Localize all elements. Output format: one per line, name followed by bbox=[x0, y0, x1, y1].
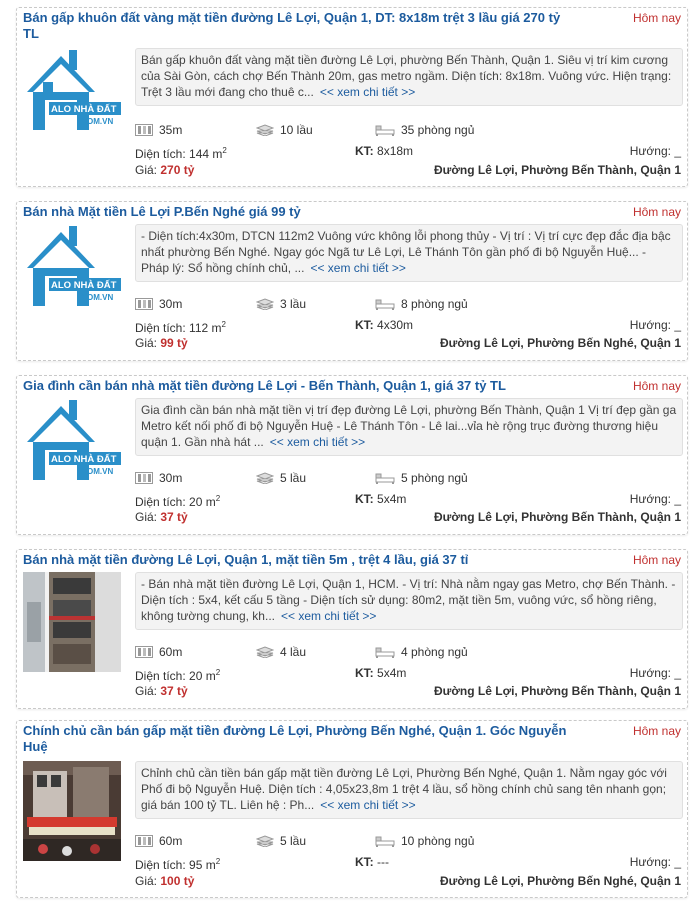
area: Diện tích: 95 $m^2$ bbox=[135, 857, 221, 872]
street-photo-icon bbox=[23, 761, 121, 861]
direction: Hướng: _ bbox=[629, 492, 681, 506]
bedrooms: 5 phòng ngủ bbox=[375, 471, 468, 485]
listing-description: Gia đình cần bán nhà mặt tiền vị trí đẹp đường Lê Lợi, phường Bến Thành, Quận 1 Vị trí đẹp gần ga Metro kết nối phố đi bộ Nguyễn Huệ - Lê Thánh Tôn - Lê lai...vỉa hè rộng trục đường thương hiệu quận 1. Gần nhà hát ... << xem chi tiết >> bbox=[135, 398, 683, 456]
address: Đường Lê Lợi, Phường Bến Nghé, Quận 1 bbox=[440, 336, 681, 350]
view-details-link[interactable]: << xem chi tiết >> bbox=[310, 261, 406, 275]
listing-card bbox=[16, 201, 688, 361]
area: Diện tích: 20 $m^2$ bbox=[135, 668, 221, 683]
alo-nha-dat-logo-icon bbox=[23, 398, 121, 498]
svg-text:.COM.VN: .COM.VN bbox=[79, 467, 114, 476]
listing-photo[interactable] bbox=[23, 761, 121, 861]
road-width-icon bbox=[135, 835, 153, 847]
dimensions: KT: 5x4m bbox=[355, 492, 407, 506]
price: Giá: 100 tỷ bbox=[135, 874, 195, 888]
bed-icon bbox=[375, 124, 395, 136]
direction: Hướng: _ bbox=[629, 318, 681, 332]
address: Đường Lê Lợi, Phường Bến Thành, Quận 1 bbox=[434, 163, 681, 177]
listing-title[interactable]: Bán nhà Mặt tiền Lê Lợi P.Bến Nghé giá 99 tỷ bbox=[23, 204, 301, 219]
road-width: 30m bbox=[135, 471, 182, 485]
listing-card bbox=[16, 720, 688, 898]
address: Đường Lê Lợi, Phường Bến Nghé, Quận 1 bbox=[440, 874, 681, 888]
alo-nha-dat-logo-icon bbox=[23, 48, 121, 148]
road-width: 30m bbox=[135, 297, 182, 311]
svg-text:ALO NHÀ ĐẤT: ALO NHÀ ĐẤT bbox=[51, 280, 117, 291]
svg-text:ALO NHÀ ĐẤT: ALO NHÀ ĐẤT bbox=[51, 104, 117, 115]
listing-title[interactable]: Bán nhà mặt tiền đường Lê Lợi, Quận 1, mặt tiền 5m , trệt 4 lầu, giá 37 tỉ bbox=[23, 552, 469, 567]
floors-icon bbox=[256, 472, 274, 484]
listing-date: Hôm nay bbox=[632, 205, 681, 219]
direction: Hướng: _ bbox=[629, 666, 681, 680]
bedrooms: 4 phòng ngủ bbox=[375, 645, 468, 659]
road-width-icon bbox=[135, 298, 153, 310]
listing-card bbox=[16, 7, 688, 187]
listing-card bbox=[16, 375, 688, 535]
area: Diện tích: 20 $m^2$ bbox=[135, 494, 221, 509]
floors-icon bbox=[256, 298, 274, 310]
floors: 3 lầu bbox=[256, 297, 306, 311]
view-details-link[interactable]: << xem chi tiết >> bbox=[281, 609, 377, 623]
area: Diện tích: 144 $m^2$ bbox=[135, 146, 227, 161]
listing-thumbnail[interactable] bbox=[23, 398, 121, 498]
listing-date: Hôm nay bbox=[632, 11, 681, 25]
bedrooms: 35 phòng ngủ bbox=[375, 123, 474, 137]
listing-description: Chỉnh chủ cần tiền bán gấp mặt tiền đường Lê Lợi, Phường Bến Nghé, Quận 1. Nằm ngay góc với Phố đi bộ Nguyễn Huệ. Diện tích : 4,05x23,8m 1 trệt 4 lầu, sổ hồng chính chủ sang tên nhanh gọn; giá bán 100 tỷ TL. Liên hệ : Ph... << xem chi tiết >> bbox=[135, 761, 683, 819]
svg-text:ALO NHÀ ĐẤT: ALO NHÀ ĐẤT bbox=[51, 454, 117, 465]
price: Giá: 37 tỷ bbox=[135, 510, 188, 524]
floors-icon bbox=[256, 124, 274, 136]
road-width: 60m bbox=[135, 834, 182, 848]
dimensions: KT: 4x30m bbox=[355, 318, 414, 332]
road-width-icon bbox=[135, 124, 153, 136]
floors: 5 lầu bbox=[256, 834, 306, 848]
bed-icon bbox=[375, 646, 395, 658]
listing-thumbnail[interactable] bbox=[23, 224, 121, 324]
listing-date: Hôm nay bbox=[632, 724, 681, 738]
listing-card bbox=[16, 549, 688, 709]
bed-icon bbox=[375, 298, 395, 310]
price: Giá: 270 tỷ bbox=[135, 163, 195, 177]
dimensions: KT: 8x18m bbox=[355, 144, 414, 158]
listing-photo[interactable] bbox=[23, 572, 121, 672]
svg-text:.COM.VN: .COM.VN bbox=[79, 117, 114, 126]
floors-icon bbox=[256, 646, 274, 658]
listing-date: Hôm nay bbox=[632, 553, 681, 567]
floors: 4 lầu bbox=[256, 645, 306, 659]
alo-nha-dat-logo-icon bbox=[23, 224, 121, 324]
bedrooms: 10 phòng ngủ bbox=[375, 834, 474, 848]
road-width: 60m bbox=[135, 645, 182, 659]
direction: Hướng: _ bbox=[629, 144, 681, 158]
listing-title[interactable]: Bán gấp khuôn đất vàng mặt tiền đường Lê Lợi, Quận 1, DT: 8x18m trệt 3 lầu giá 270 tỷ TL bbox=[23, 10, 561, 41]
address: Đường Lê Lợi, Phường Bến Thành, Quận 1 bbox=[434, 684, 681, 698]
road-width-icon bbox=[135, 472, 153, 484]
direction: Hướng: _ bbox=[629, 855, 681, 869]
listing-description: - Bán nhà mặt tiền đường Lê Lợi, Quận 1, HCM. - Vị trí: Nhà nằm ngay gas Metro, chợ Bến Thành. - Diện tích : 5x4, kết cấu 5 tầng - Diện tích sử dụng: 80m2, mặt tiền 5m, vuông vức, sổ hồng riêng, không tường chung, kh... << xem chi tiết >> bbox=[135, 572, 683, 630]
view-details-link[interactable]: << xem chi tiết >> bbox=[319, 85, 416, 99]
bedrooms: 8 phòng ngủ bbox=[375, 297, 468, 311]
bed-icon bbox=[375, 472, 395, 484]
view-details-link[interactable]: << xem chi tiết >> bbox=[269, 435, 366, 449]
price: Giá: 99 tỷ bbox=[135, 336, 188, 350]
road-width-icon bbox=[135, 646, 153, 658]
listing-title[interactable]: Gia đình cần bán nhà mặt tiền đường Lê Lợi - Bến Thành, Quận 1, giá 37 tỷ TL bbox=[23, 378, 506, 393]
listing-description: - Diện tích:4x30m, DTCN 112m2 Vuông vức không lỗi phong thủy - Vị trí : Vị trí cực đẹp đắc địa bậc nhất phường Bến Nghé. Ngay góc Ngã tư Lê Lợi, Lê Thánh Tôn gần phố đi bộ Nguyễn Huệ... - Pháp lý: Sổ hồng chính chủ, ... << xem chi tiết >> bbox=[135, 224, 683, 282]
svg-text:.COM.VN: .COM.VN bbox=[79, 293, 114, 302]
floors-icon bbox=[256, 835, 274, 847]
listing-description: Bán gấp khuôn đất vàng mặt tiền đường Lê Lợi, phường Bến Thành, Quận 1. Siêu vị trí kim cương của Sài Gòn, cách chợ Bến Thành 20m, gas metro ngầm. Diện tích: 8x18m. Vuông vức. Hiện trạng: Trệt 3 lầu mới đang cho thuê c... << xem chi tiết >> bbox=[135, 48, 683, 106]
listing-thumbnail[interactable] bbox=[23, 48, 121, 148]
dimensions: KT: --- bbox=[355, 855, 390, 869]
area: Diện tích: 112 $m^2$ bbox=[135, 320, 226, 335]
floors: 5 lầu bbox=[256, 471, 306, 485]
address: Đường Lê Lợi, Phường Bến Thành, Quận 1 bbox=[434, 510, 681, 524]
view-details-link[interactable]: << xem chi tiết >> bbox=[320, 798, 416, 812]
dimensions: KT: 5x4m bbox=[355, 666, 407, 680]
listing-date: Hôm nay bbox=[632, 379, 681, 393]
building-photo-icon bbox=[23, 572, 121, 672]
listing-title[interactable]: Chính chủ cần bán gấp mặt tiền đường Lê Lợi, Phường Bến Nghé, Quận 1. Góc Nguyễn Huệ bbox=[23, 723, 567, 754]
price: Giá: 37 tỷ bbox=[135, 684, 188, 698]
road-width: 35m bbox=[135, 123, 182, 137]
bed-icon bbox=[375, 835, 395, 847]
floors: 10 lầu bbox=[256, 123, 313, 137]
